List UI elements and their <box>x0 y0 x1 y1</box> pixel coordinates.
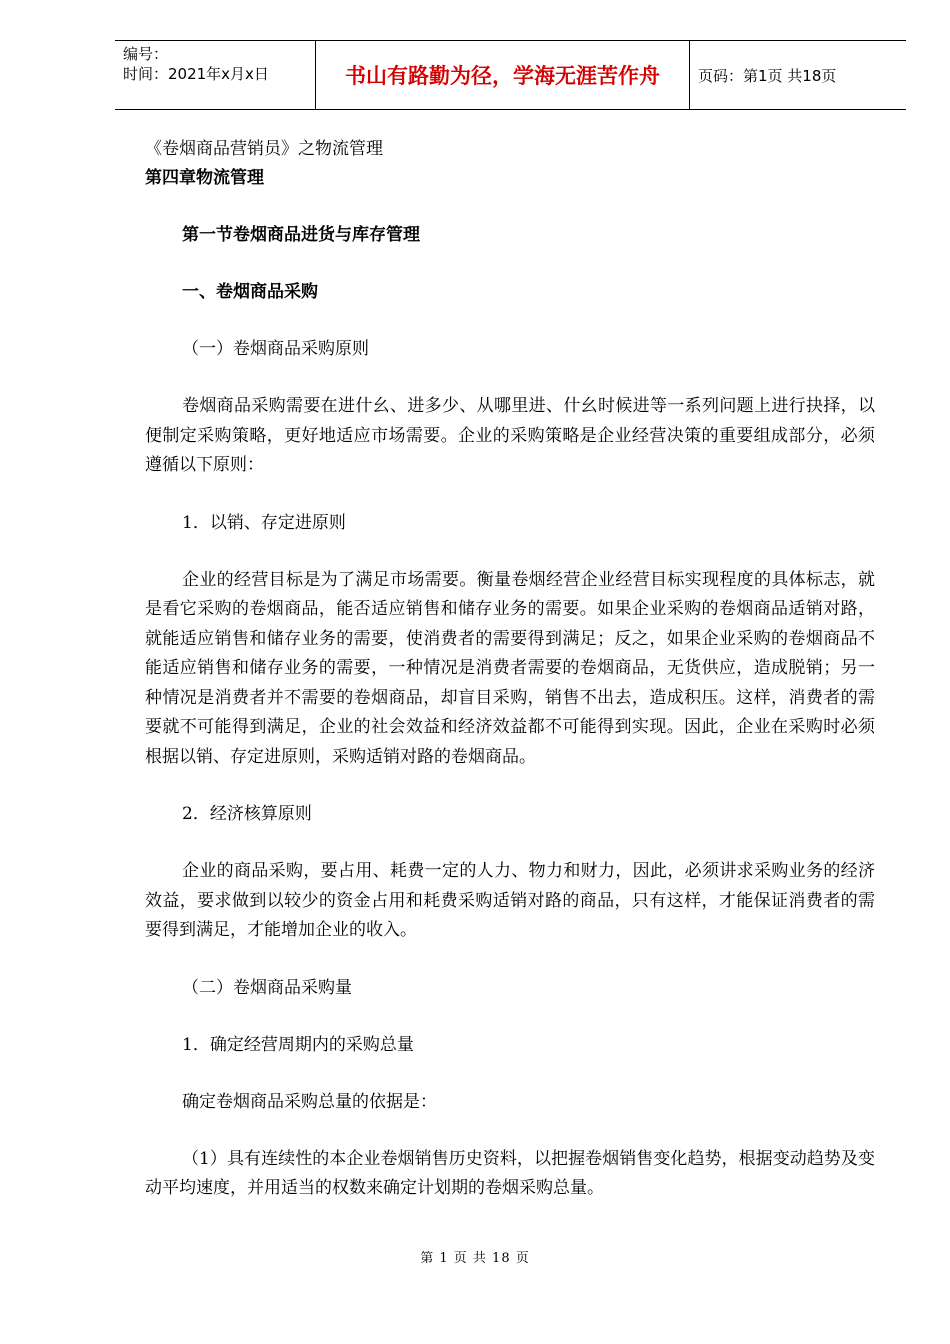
chapter-title: 第四章物流管理 <box>145 168 264 188</box>
item-total-quantity: 1．确定经营周期内的采购总量 <box>182 1034 414 1055</box>
header-number-label: 编号： <box>123 45 169 63</box>
header-motto: 书山有路勤为径，学海无涯苦作舟 <box>316 41 690 109</box>
book-title: 《卷烟商品营销员》之物流管理 <box>145 139 383 159</box>
header-page-label: 页码：第1页 共18页 <box>698 66 837 85</box>
paragraph-history-data: （1）具有连续性的本企业卷烟销售历史资料，以把握卷烟销售变化趋势，根据变动趋势及变动平均速度，并用适当的权数来确定计划期的卷烟采购总量。 <box>145 1148 875 1198</box>
item-economic-accounting: 2．经济核算原则 <box>182 804 312 824</box>
page-header <box>115 40 906 110</box>
paragraph-economic-accounting: 企业的商品采购，要占用、耗费一定的人力、物力和财力，因此，必须讲求采购业务的经济效益，要求做到以较少的资金占用和耗费采购适销对路的商品，只有这样，才能保证消费者的需要得到满足，才能增加企业的收入。 <box>145 861 875 940</box>
paragraph-basis: 确定卷烟商品采购总量的依据是： <box>182 1091 437 1112</box>
paragraph-sales-storage: 企业的经营目标是为了满足市场需要。衡量卷烟经营企业经营目标实现程度的具体标志，就是看它采购的卷烟商品，能否适应销售和储存业务的需要。如果企业采购的卷烟商品适销对路，就能适应销售和储存业务的需要，使消费者的需要得到满足；反之，如果企业采购的卷烟商品不能适应销售和储存业务的需要，一种情况是消费者需要的卷烟商品，无货供应，造成脱销；另一种情况是消费者并不需要的卷烟商品，却盲目采购，销售不出去，造成积压。这样，消费者的需要就不可能得到满足，企业的社会效益和经济效益都不可能得到实现。因此，企业在采购时必须根据以销、存定进原则，采购适销对路的卷烟商品。 <box>145 569 875 767</box>
section-title: 第一节卷烟商品进货与库存管理 <box>182 225 420 245</box>
header-time-label: 时间：2021年x月x日 <box>123 65 269 83</box>
page-footer: 第 1 页 共 18 页 <box>420 1251 530 1266</box>
document-body <box>145 135 875 1204</box>
subheading-principles: （一）卷烟商品采购原则 <box>182 339 369 359</box>
item-sales-storage-principle: 1．以销、存定进原则 <box>182 512 346 533</box>
paragraph-intro: 卷烟商品采购需要在进什幺、进多少、从哪里进、什幺时候进等一系列问题上进行抉择，以便制定采购策略，更好地适应市场需要。企业的采购策略是企业经营决策的重要组成部分，必须遵循以下原则： <box>145 396 875 475</box>
header-meta <box>115 41 316 109</box>
subheading-quantity: （二）卷烟商品采购量 <box>182 977 352 998</box>
heading-procurement: 一、卷烟商品采购 <box>182 282 318 302</box>
